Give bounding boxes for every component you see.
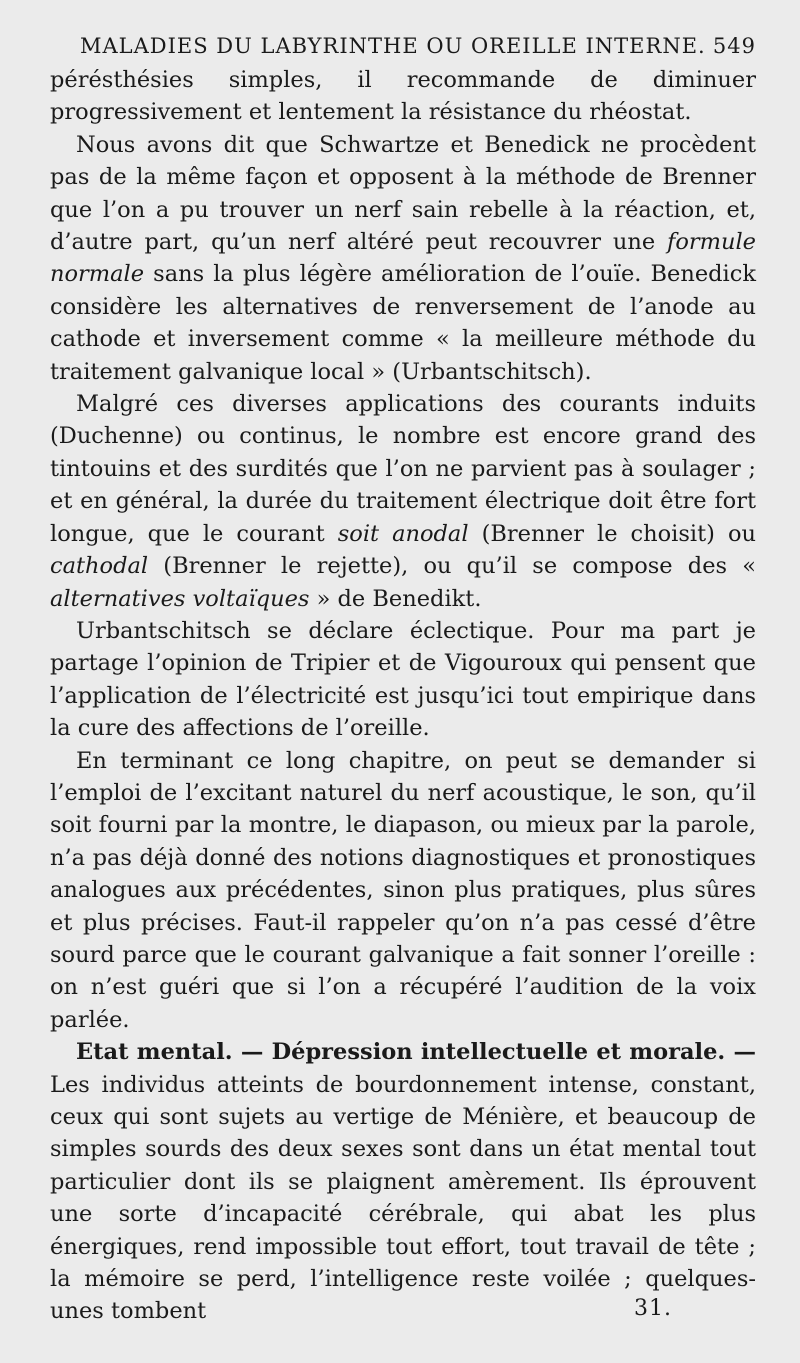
paragraph-2 bbox=[50, 129, 756, 388]
paragraph-3-text-c: (Brenner le rejette), ou qu’il se compose des « bbox=[148, 553, 756, 580]
paragraph-6-text: Les individus atteints de bourdonnement intense, constant, ceux qui sont sujets au vertige de Ménière, et beaucoup de simples sourds des deux sexes sont dans un état mental tout particulier dont ils se plaignent amèrement. Ils éprouvent une sorte d’incapacité cérébrale, qui abat les plus énergiques, rend impossible tout effort, tout travail de tête ; la mémoire se perd, l’intelligence reste voilée ; quelques-unes tombent bbox=[50, 1071, 756, 1325]
paragraph-4 bbox=[50, 615, 756, 745]
paragraph-3-text-a: Malgré ces diverses applications des courants induits (Duchenne) ou continus, le nombre est encore grand des tintouins et des surdités que l’on ne parvient pas à soulager ; et en général, la durée du traitement électrique doit être fort longue, que le courant bbox=[50, 391, 756, 547]
section-heading: Etat mental. — Dépression intellectuelle et morale. — bbox=[76, 1039, 756, 1066]
paragraph-2-text-a: Nous avons dit que Schwartze et Benedick ne procèdent pas de la même façon et opposent à la méthode de Brenner que l’on a pu trouver un nerf sain rebelle à la réaction, et, d’autre part, qu’un nerf altéré peut recouvrer une bbox=[50, 131, 756, 256]
paragraph-3-text-d: » de Benedikt. bbox=[309, 585, 482, 612]
running-header bbox=[50, 24, 756, 68]
paragraph-1 bbox=[50, 64, 756, 129]
paragraph-2-emphasis: formule normale bbox=[50, 229, 756, 288]
paragraph-4-text: Urbantschitsch se déclare éclectique. Pour ma part je partage l’opinion de Tripier et de Vigouroux qui pensent que l’application de l’électricité est jusqu’ici tout empirique dans la cure des affections de l’oreille. bbox=[50, 617, 756, 742]
running-title: MALADIES DU LABYRINTHE OU OREILLE INTERNE. bbox=[80, 34, 706, 58]
paragraph-6 bbox=[50, 1036, 756, 1328]
page-number: 549 bbox=[712, 34, 756, 58]
body-text bbox=[50, 64, 756, 1328]
paragraph-2-text-b: sans la plus légère amélioration de l’ouïe. Benedick considère les alternatives de renversement de l’anode au cathode et inversement comme « la meilleure méthode du traitement galvanique local » (Urbantschitsch). bbox=[50, 261, 756, 385]
paragraph-1-text: pérésthésies simples, il recommande de diminuer progressivement et lentement la résistance du rhéostat. bbox=[50, 67, 756, 126]
signature-mark: 31. bbox=[634, 1296, 672, 1321]
paragraph-3-emphasis-2: cathodal bbox=[50, 553, 149, 580]
paragraph-3-emphasis-1: soit anodal bbox=[337, 520, 469, 547]
paragraph-3 bbox=[50, 388, 756, 615]
paragraph-3-emphasis-3: alternatives voltaïques bbox=[50, 585, 310, 612]
paragraph-5 bbox=[50, 745, 756, 1037]
paragraph-3-text-b: (Brenner le choisit) ou bbox=[468, 520, 756, 547]
paragraph-5-text: En terminant ce long chapitre, on peut se demander si l’emploi de l’excitant naturel du nerf acoustique, le son, qu’il soit fourni par la montre, le diapason, ou mieux par la parole, n’a pas déjà donné des notions diagnostiques et pronostiques analogues aux précédentes, sinon plus pratiques, plus sûres et plus précises. Faut-il rappeler qu’on n’a pas cessé d’être sourd parce que le courant galvanique a fait sonner l’oreille : on n’est guéri que si l’on a récupéré l’audition de la voix parlée. bbox=[50, 747, 756, 1033]
